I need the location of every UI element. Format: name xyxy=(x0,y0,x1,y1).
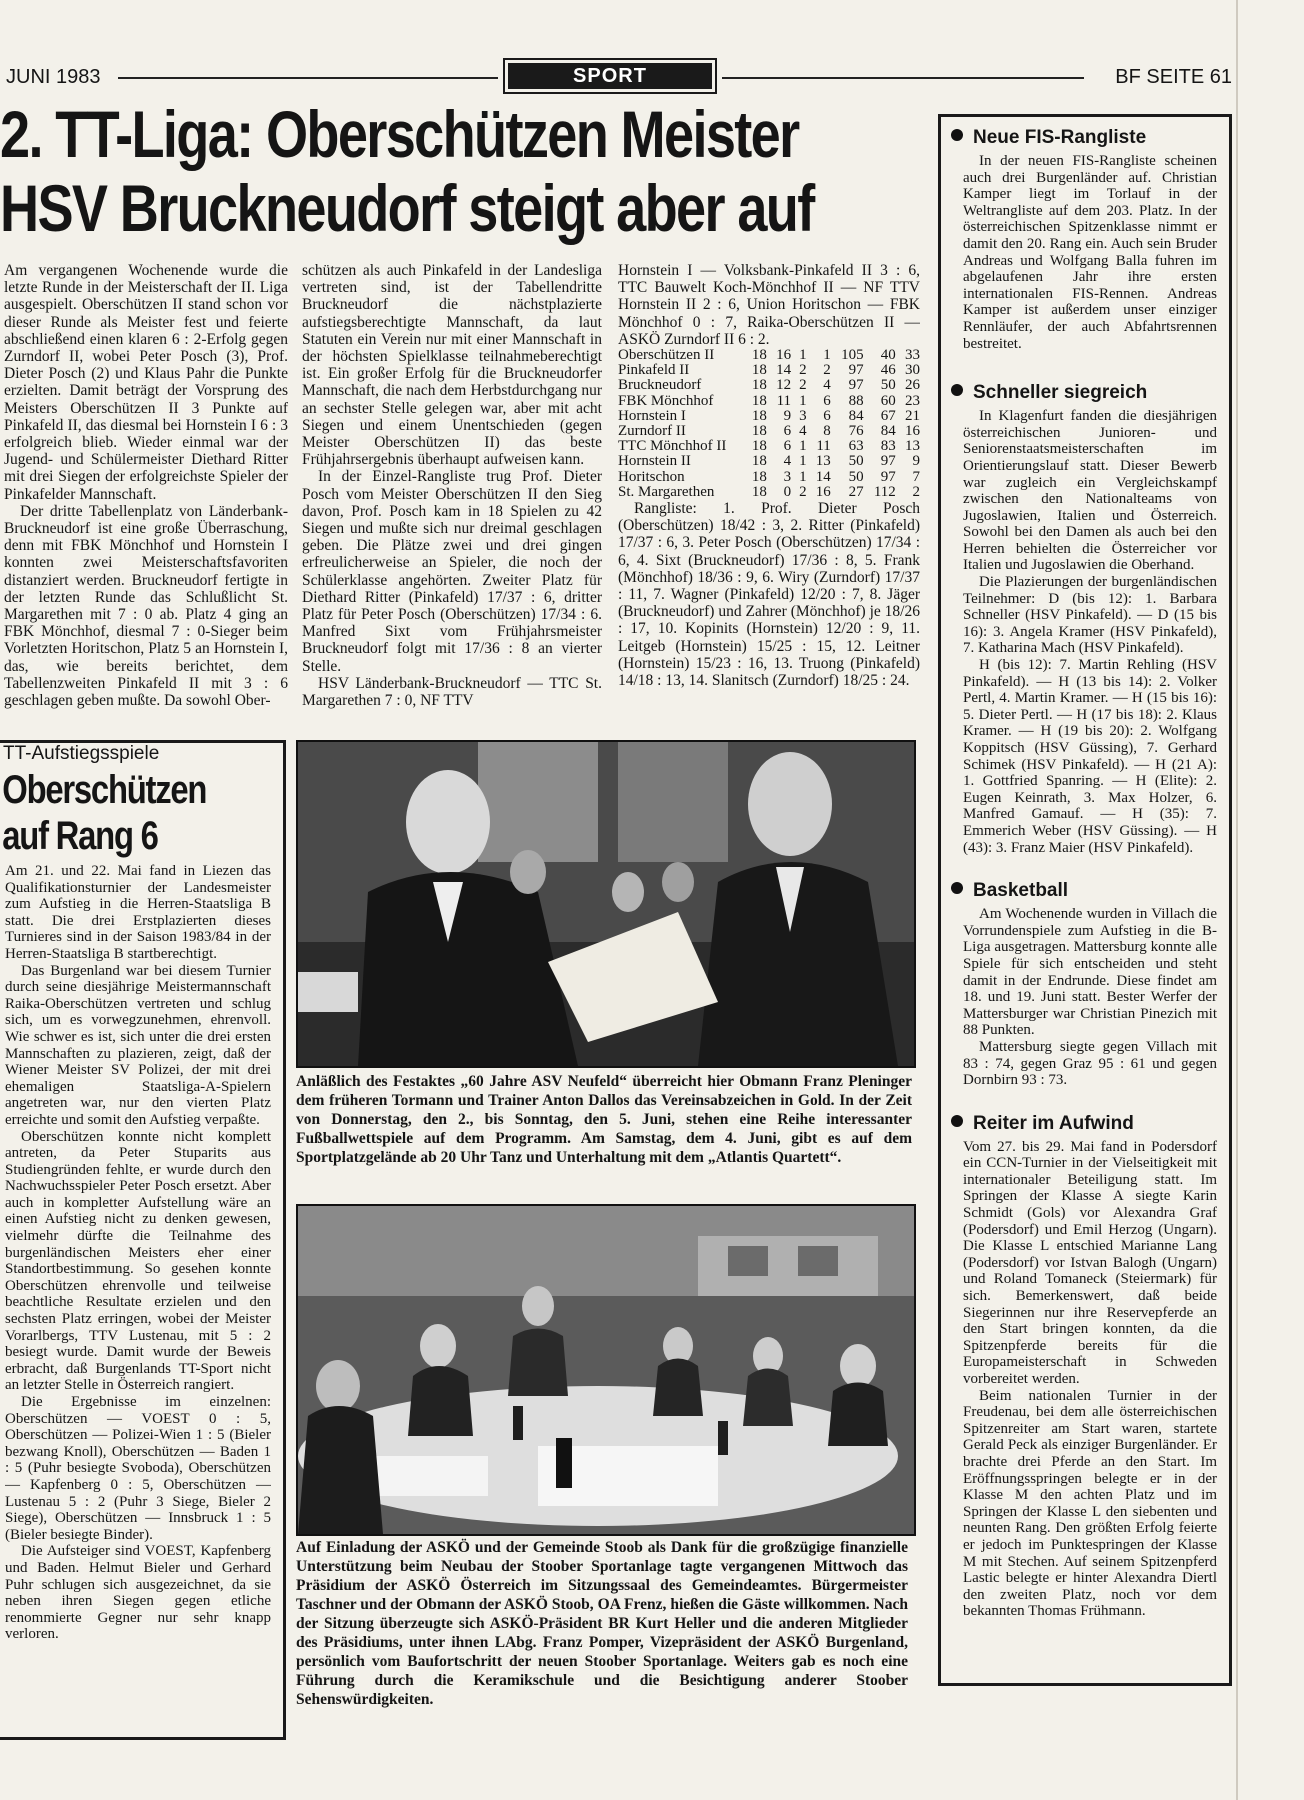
reiter-title: Reiter im Aufwind xyxy=(973,1112,1134,1134)
box-title-line-1: Oberschützen xyxy=(2,768,207,812)
table-row xyxy=(618,363,920,378)
stat-cell: 18 xyxy=(751,468,767,485)
stat-cell: 13 xyxy=(815,453,831,470)
stat-cell: 1 xyxy=(799,392,807,409)
fis-title: Neue FIS-Rangliste xyxy=(973,127,1147,148)
stat-cell: 4 xyxy=(823,377,831,394)
stat-cell: 105 xyxy=(841,347,864,364)
reiter-paragraph: Beim nationalen Turnier in der Freudenau, bei dem alle österreichischen Spitzenreiter am Start waren, startete Gerald Peck als einziger Burgenländer. Er brachte drei Pferde an den Start. Im Eröffnungsspringen belegte er in der Klasse M den achten Platz und im Springen der Klasse L den siebenten und neunten Rang. Den größten Erfolg feierte er jedoch im Punktespringen der Klasse M mit Stechen. Auf seinem Spitzenpferd Lastic belegte er hinter Alexandra Diertl den zweiten Platz, noch vor dem bekannten Thomas Frühmann. xyxy=(963,1387,1217,1620)
table-row xyxy=(618,348,920,363)
stat-cell: 97 xyxy=(880,453,896,470)
stat-cell: 16 xyxy=(905,423,920,440)
stat-cell: 84 xyxy=(880,423,896,440)
article-column-3 xyxy=(618,262,920,738)
stat-cell: 6 xyxy=(823,407,831,424)
stat-cell: 40 xyxy=(880,347,896,364)
box-paragraph: Oberschützen konnte nicht komplett antreten, da Peter Stuparits aus Studiengründen fehlte, er wurde durch den Nachwuchsspieler Peter Posch ersetzt. Aber auch in kompletter Aufstellung wäre an einen Aufstieg nicht zu denken gewesen, vielmehr dürfte die Teilnahme des burgenländischen Meisters eher einer Standortbestimmung. So gesehen konnte Oberschützen ehrenvolle und teilweise beachtliche Resultate erzielen und den sechsten Platz erringen, wobei der Meister Vorarlbergs, TTV Lustenau, mit 5 : 2 besiegt wurde. Damit wurde der Beweis erbracht, daß Burgenlands TT-Sport nicht an letzter Stelle in Österreich rangiert. xyxy=(5,1128,271,1394)
stat-cell: 50 xyxy=(848,468,864,485)
bullet-icon xyxy=(951,129,963,141)
article-paragraph: Der dritte Tabellenplatz von Länderbank-Bruckneudorf ist eine große Überraschung, denn mit FBK Mönchhof und Hornstein I konnten zwei Meisterschaftsfavoriten distanziert werden. Bruckneudorf fertigte in der letzten Runde das Schlußlicht St. Margarethen mit 7 : 0 ab. Platz 4 ging an FBK Mönchhof, diesmal 7 : 0-Sieger beim Vorletzten Horitschon, Platz 5 an Hornstein I, das, wie bereits berichtet, dem Tabellenzweiten Pinkafeld II mit 3 : 6 geschlagen geben mußte. Da sowohl Ober- xyxy=(4,502,288,710)
team-name-cell: Bruckneudorf xyxy=(618,377,702,394)
photo-meeting xyxy=(296,1204,916,1536)
stat-cell: 2 xyxy=(799,483,807,500)
stat-cell: 33 xyxy=(905,347,920,364)
stat-cell: 84 xyxy=(848,407,864,424)
photo-ceremony-image xyxy=(298,742,914,1066)
photo-meeting-caption: Auf Einladung der ASKÖ und der Gemeinde Stoob als Dank für die großzügige finanzielle Unterstützung beim Neubau der Stoober Sportanlage tagte vergangenen Mittwoch das Präsidium der ASKÖ Österreich im Sitzungssaal des Gemeindeamtes. Bürgermeister Taschner und der Obmann der ASKÖ Stoob, OA Frenz, hießen die Gäste willkommen. Nach der Sitzung überzeugte sich ASKÖ-Präsident BR Kurt Heller und die anderen Mitglieder des Präsidiums, unter ihnen LAbg. Franz Pomper, Vizepräsident der ASKÖ Burgenland, persönlich vom Baufortschritt der neuen Stoober Sportanlage. Weiters gab es noch eine Führung durch die Keramikschule und die Besichtigung anderer Stoober Sehenswürdigkeiten. xyxy=(296,1539,908,1708)
box-paragraph: Am 21. und 22. Mai fand in Liezen das Qualifikationsturnier der Landesmeister zum Aufstieg in die Herren-Staatsliga B statt. Die drei Erstplazierten dieses Turnieres sind in der Saison 1983/84 in der Herren-Staatsliga B startberechtigt. xyxy=(5,863,271,962)
league-table xyxy=(618,348,920,500)
team-name-cell: FBK Mönchhof xyxy=(618,392,714,409)
stat-cell: 1 xyxy=(799,438,807,455)
stat-cell: 12 xyxy=(776,377,792,394)
stat-cell: 13 xyxy=(905,438,920,455)
page-fold-line xyxy=(1236,0,1238,1800)
stat-cell: 11 xyxy=(816,438,831,455)
stat-cell: 11 xyxy=(776,392,792,409)
stat-cell: 1 xyxy=(799,468,807,485)
box-paragraph: Die Aufsteiger sind VOEST, Kapfenberg und Baden. Helmut Bieler und Gerhard Puhr schlugen sich ausgezeichnet, da sie neben ihren Siegen gegen etliche renommierte Gegner nur sehr knapp verloren. xyxy=(5,1543,271,1643)
sidebar-heading xyxy=(951,127,1229,149)
stat-cell: 3 xyxy=(799,407,807,424)
stat-cell: 9 xyxy=(912,453,920,470)
stat-cell: 7 xyxy=(912,468,920,485)
team-name-cell: Hornstein I xyxy=(618,407,686,424)
article-paragraph: Am vergangenen Wochenende wurde die letzte Runde in der Meisterschaft der II. Liga ausgespielt. Oberschützen II stand schon vor dieser Runde als Meister fest und feierte abschließend einen klaren 6 : 2-Erfolg gegen Zurndorf II, wobei Peter Posch (3), Prof. Dieter Posch (2) und Klaus Pahr die Punkte erzielten. Damit beträgt der Vorsprung des Meisters Oberschützen II 3 Punkte auf Pinkafeld II, das diesmal bei Hornstein I 6 : 3 erfolgreich blieb. Wieder einmal war der Jugend- und Schülermeister Diethard Ritter mit drei Siegen der erfolgreichste Spieler der Pinkafelder Mannschaft. xyxy=(4,262,288,503)
table-row xyxy=(618,470,920,485)
article-paragraph: In der Einzel-Rangliste trug Prof. Dieter Posch vom Meister Oberschützen II den Sieg davon, Prof. Posch kam in 18 Spielen zu 42 Siegen und mußte sich nur dreimal geschlagen geben. Die Plätze zwei und drei gingen erfreulicherweise an Spieler, die noch der Schülerklasse angehörten. Zweiter Platz für Diethard Ritter (Pinkafeld) 17/37 : 6, dritter Platz für Peter Posch (Oberschützen) 17/34 : 6. Manfred Sixt vom Frühjahrsmeister Bruckneudorf folgt mit 17/36 : 8 an vierter Stelle. xyxy=(302,468,602,675)
box-body xyxy=(5,863,271,1733)
stat-cell: 1 xyxy=(823,347,831,364)
team-name-cell: Hornstein II xyxy=(618,453,691,470)
box-paragraph: Die Ergebnisse im einzelnen: Oberschützen — VOEST 0 : 5, Oberschützen — Polizei-Wien 1 : 5 (Bieler bezwang Knoll), Oberschützen — Baden 1 : 5 (Puhr besiegte Svoboda), Oberschützen — Kapfenberg 0 : 5, Oberschützen — Lustenau 5 : 2 (Puhr 3 Siege, Bieler 2 Siege), Oberschützen — Innsbruck 1 : 5 (Bieler besiegte Binder). xyxy=(5,1394,271,1543)
table-row xyxy=(618,439,920,454)
schneller-paragraph: In Klagenfurt fanden die diesjährigen österreichischen Junioren- und Seniorenstaatsmeisterschaften im Orientierungslauf statt. Dieser Bewerb war zugleich ein Vergleichskampf zwischen den Nationalteams von Jugoslawien, Italien und Österreich. Sowohl bei den Damen als auch bei den Herren behielten die Österreicher vor Italien und Jugoslawien die Oberhand. xyxy=(963,408,1217,574)
article-paragraph: schützen als auch Pinkafeld in der Landesliga vertreten sind, ist der Tabellendritte Bruckneudorf die nächstplazierte aufstiegsberechtigte Mannschaft, da laut Statuten ein Verein nur mit einer Mannschaft in der höchsten Spielklasse teilnahmeberechtigt ist. Ein großer Erfolg für die Bruckneudorfer Mannschaft, die nach dem Herbstdurchgang nur an sechster Stelle gelegen war, aber mit acht Siegen und einem Unentschieden (gegen Meister Oberschützen II) das beste Frühjahrsergebnis überhaupt aufweisen kann. xyxy=(302,262,602,469)
sidebar-heading xyxy=(951,880,1229,902)
stat-cell: 83 xyxy=(880,438,896,455)
stat-cell: 1 xyxy=(799,347,807,364)
stat-cell: 16 xyxy=(815,483,831,500)
article-column-2 xyxy=(302,262,602,738)
stat-cell: 18 xyxy=(751,407,767,424)
headline-line-2: HSV Bruckneudorf steigt aber auf xyxy=(0,171,814,245)
boxed-article-aufstieg xyxy=(0,740,286,1740)
article-paragraph: HSV Länderbank-Bruckneudorf — TTC St. Margarethen 7 : 0, NF TTV xyxy=(302,674,602,710)
photo-meeting-image xyxy=(298,1206,914,1534)
stat-cell: 8 xyxy=(823,423,831,440)
stat-cell: 2 xyxy=(823,362,831,379)
team-name-cell: Horitschon xyxy=(618,468,685,485)
stat-cell: 23 xyxy=(905,392,920,409)
stat-cell: 26 xyxy=(905,377,920,394)
box-title-line-2: auf Rang 6 xyxy=(2,814,158,858)
box-kicker: TT-Aufstiegsspiele xyxy=(3,743,160,764)
stat-cell: 18 xyxy=(751,423,767,440)
stat-cell: 4 xyxy=(783,453,792,470)
stat-cell: 2 xyxy=(799,377,807,394)
stat-cell: 18 xyxy=(751,362,767,379)
issue-date: JUNI 1983 xyxy=(6,66,101,88)
photo-ceremony-caption: Anläßlich des Festaktes „60 Jahre ASV Neufeld“ überreicht hier Obmann Franz Pleninger dem früheren Tormann und Trainer Anton Dallos das Vereinsabzeichen in Gold. In der Zeit von Donnerstag, den 2., bis Sonntag, den 5. Juni, stehen eine Reihe interessanter Fußballwettspiele auf dem Programm. Am Samstag, dem 4. Juni, gibt es auf dem Sportplatzgelände ab 20 Uhr Tanz und Unterhaltung mit dem „Atlantis Quartett“. xyxy=(296,1073,912,1166)
stat-cell: 3 xyxy=(783,468,792,485)
basketball-paragraph: Mattersburg siegte gegen Villach mit 83 : 74, gegen Graz 95 : 61 und gegen Dornbirn 93 : 73. xyxy=(963,1038,1217,1089)
basketball-paragraph: Am Wochenende wurden in Villach die Vorrundenspiele zum Aufstieg in die B-Liga ausgetragen. Mattersburg konnte alle Spiele für sich entscheiden und steht damit in der Endrunde. Diese findet am 18. und 19. Juni statt. Bester Werfer der Mattersburger war Christian Pinezich mit 88 Punkten. xyxy=(963,906,1217,1039)
stat-cell: 18 xyxy=(751,392,767,409)
bullet-icon xyxy=(951,384,963,396)
stat-cell: 88 xyxy=(848,392,864,409)
schneller-paragraph: Die Plazierungen der burgenländischen Teilnehmer: D (bis 12): 1. Barbara Schneller (HSV Pinkafeld). — D (15 bis 16): 3. Angela Kramer (HSV Pinkafeld), 7. Katharina Mach (HSV Pinkafeld). xyxy=(963,574,1217,657)
header-rule-right xyxy=(722,77,1084,79)
table-row xyxy=(618,454,920,469)
table-row xyxy=(618,394,920,409)
sidebar-box xyxy=(938,114,1232,1686)
table-row xyxy=(618,378,920,393)
stat-cell: 67 xyxy=(880,407,896,424)
team-name-cell: Zurndorf II xyxy=(618,423,686,440)
stat-cell: 46 xyxy=(880,362,896,379)
basketball-body xyxy=(963,906,1217,1089)
stat-cell: 18 xyxy=(751,438,767,455)
basketball-title: Basketball xyxy=(973,880,1069,902)
article-column-1 xyxy=(4,262,288,738)
stat-cell: 97 xyxy=(848,362,864,379)
section-label: SPORT xyxy=(508,63,712,89)
fis-paragraph: In der neuen FIS-Rangliste scheinen auch drei Burgenländer auf. Christian Kamper liegt im Torlauf in der Weltrangliste auf dem 203. Platz. In der österreichischen Spitzenklasse nimmt er damit den 20. Rang ein. Auch sein Bruder Andreas und Wolfgang Balla fuhren im abgelaufenen Jahr ihre ersten internationalen FIS-Rennen. Andreas Kamper ist außerdem unser einziger Rennläufer, der auch Abfahrtsrennen bestreitet. xyxy=(963,153,1217,352)
headline-line-1: 2. TT-Liga: Oberschützen Meister xyxy=(0,97,799,171)
stat-cell: 76 xyxy=(848,423,864,440)
stat-cell: 9 xyxy=(783,407,792,424)
table-row xyxy=(618,485,920,500)
stat-cell: 97 xyxy=(880,468,896,485)
header-rule-left xyxy=(118,77,498,79)
schneller-title: Schneller siegreich xyxy=(973,382,1148,404)
table-row xyxy=(618,409,920,424)
stat-cell: 27 xyxy=(848,483,864,500)
reiter-paragraph: Vom 27. bis 29. Mai fand in Podersdorf ein CCN-Turnier in der Vielseitigkeit mit internationaler Beteiligung statt. Im Springen der Klasse A siegte Karin Schmidt (Gols) vor Alexandra Graf (Podersdorf) und Emil Herzog (Ungarn). Die Klasse L entschied Marianne Lang (Podersdorf) vor Istvan Balogh (Ungarn) und Roland Tomaneck (Steiermark) für sich. Bemerkenswert, daß beide Siegerinnen nur ihre Reservepferde an den Start bringen konnten, da die Spitzenpferde bereits für die Europameisterschaft in Schweden vorbereitet werden. xyxy=(963,1138,1217,1387)
sidebar-heading xyxy=(951,1113,1229,1135)
stat-cell: 0 xyxy=(783,483,792,500)
bullet-icon xyxy=(951,1115,963,1127)
schneller-body xyxy=(963,408,1217,856)
stat-cell: 97 xyxy=(848,377,864,394)
stat-cell: 6 xyxy=(783,438,792,455)
stat-cell: 18 xyxy=(751,347,767,364)
stat-cell: 50 xyxy=(880,377,896,394)
stat-cell: 2 xyxy=(799,362,807,379)
team-name-cell: TTC Mönchhof II xyxy=(618,438,727,455)
sidebar-heading xyxy=(951,382,1229,404)
fis-body xyxy=(963,153,1217,352)
table-row xyxy=(618,424,920,439)
stat-cell: 14 xyxy=(776,362,792,379)
schneller-paragraph: H (bis 12): 7. Martin Rehling (HSV Pinkafeld). — H (13 bis 14): 2. Volker Pertl, 4. Martin Kramer. — H (15 bis 16): 5. Dieter Pertl. — H (17 bis 18): 2. Klaus Kramer. — H (19 bis 20): 2. Wolfgang Koppitsch (HSV Güssing), 7. Gerhard Schimek (HSV Pinkafeld). — H (21 A): 1. Gottfried Spanring. — H (Elite): 2. Eugen Keinrath, 3. Max Holzer, 6. Manfred Gamauf. — H (35): 7. Emmerich Weber (HSV Güssing). — H (43): 3. Franz Maier (HSV Pinkafeld). xyxy=(963,657,1217,856)
stat-cell: 14 xyxy=(815,468,831,485)
stat-cell: 6 xyxy=(783,423,792,440)
stat-cell: 1 xyxy=(799,453,807,470)
team-name-cell: Oberschützen II xyxy=(618,347,715,364)
stat-cell: 2 xyxy=(912,483,920,500)
bullet-icon xyxy=(951,882,963,894)
team-name-cell: Pinkafeld II xyxy=(618,362,690,379)
stat-cell: 6 xyxy=(823,392,831,409)
stat-cell: 21 xyxy=(905,407,920,424)
box-paragraph: Das Burgenland war bei diesem Turnier durch seine diesjährige Meistermannschaft Raika-Oberschützen vertreten und schlug sich, um es vorwegzunehmen, ehrenvoll. Wie schwer es ist, sich unter die drei ersten Mannschaften zu plazieren, zeigt, daß der Wiener Meister SV Polizei, der mit drei ehemaligen Staatsliga-A-Spielern angetreten war, nur den vierten Platz erreichte und somit den Aufstieg verpaßte. xyxy=(5,962,271,1128)
stat-cell: 16 xyxy=(776,347,792,364)
reiter-body xyxy=(963,1139,1217,1620)
stat-cell: 4 xyxy=(799,423,807,440)
stat-cell: 60 xyxy=(880,392,896,409)
page-number: BF SEITE 61 xyxy=(1115,66,1232,88)
stat-cell: 30 xyxy=(905,362,920,379)
stat-cell: 63 xyxy=(848,438,864,455)
stat-cell: 18 xyxy=(751,377,767,394)
stat-cell: 18 xyxy=(751,483,767,500)
article-paragraph: Hornstein I — Volksbank-Pinkafeld II 3 : 6, TTC Bauwelt Koch-Mönchhof II — NF TTV Hornstein II 2 : 6, Union Horitschon — FBK Mönchhof 0 : 7, Raika-Oberschützen II — ASKÖ Zurndorf II 6 : 2. xyxy=(618,262,920,348)
stat-cell: 112 xyxy=(873,483,896,500)
photo-ceremony xyxy=(296,740,916,1068)
rangliste-paragraph: Rangliste: 1. Prof. Dieter Posch (Oberschützen) 18/42 : 3, 2. Ritter (Pinkafeld) 17/37 : 6, 3. Peter Posch (Oberschützen) 17/34 : 6, 4. Sixt (Bruckneudorf) 17/36 : 8, 5. Frank (Mönchhof) 18/36 : 9, 6. Wiry (Zurndorf) 17/37 : 11, 7. Wagner (Pinkafeld) 12/20 : 7, 8. Jäger (Bruckneudorf) und Zahrer (Mönchhof) je 18/26 : 17, 10. Kopinits (Hornstein) 12/20 : 9, 11. Leitgeb (Hornstein) 15/25 : 15, 12. Leitner (Hornstein) 15/23 : 16, 13. Truong (Pinkafeld) 14/18 : 13, 14. Slanitsch (Zurndorf) 18/25 : 24. xyxy=(618,500,920,690)
team-name-cell: St. Margarethen xyxy=(618,483,715,500)
stat-cell: 50 xyxy=(848,453,864,470)
stat-cell: 18 xyxy=(751,453,767,470)
